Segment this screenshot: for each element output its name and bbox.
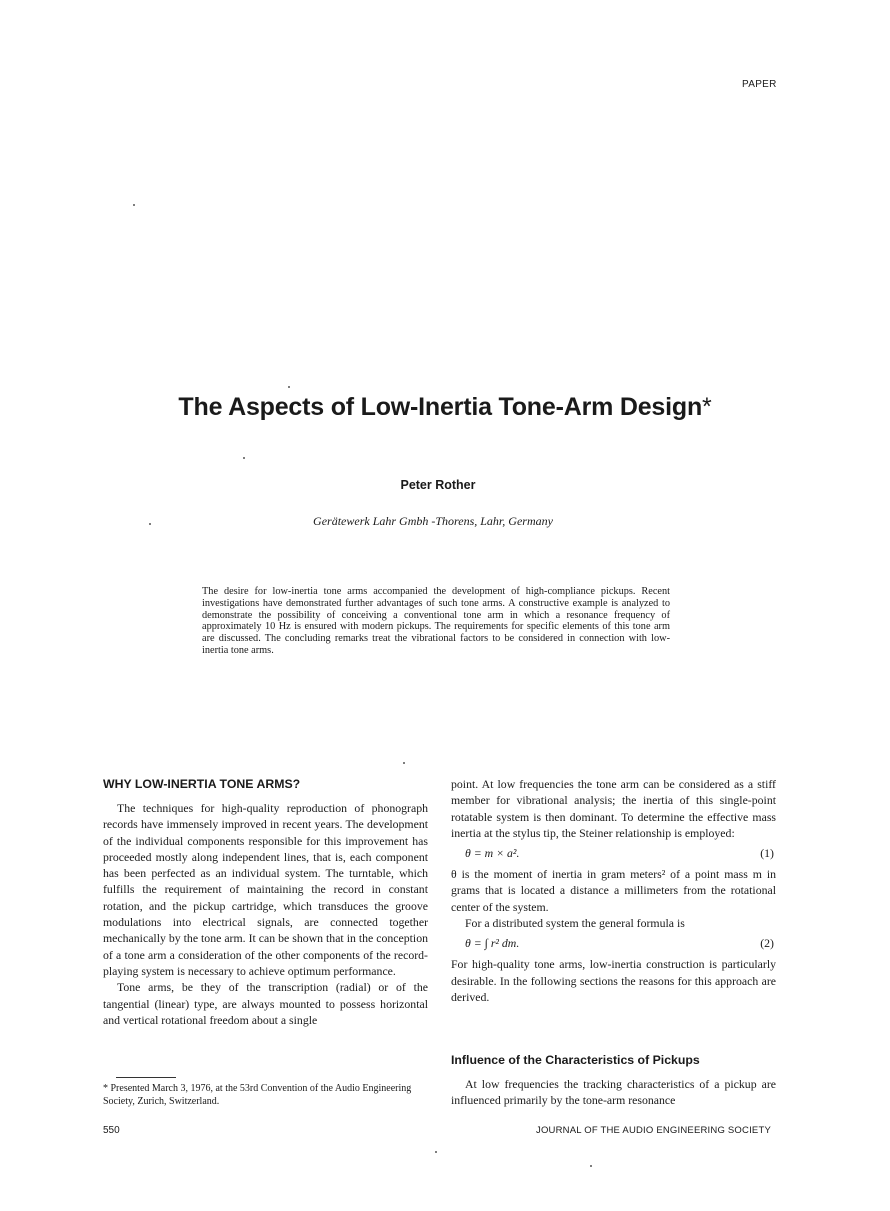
equation-1-expression: θ = m × a². [465, 846, 520, 861]
right-column [451, 776, 776, 1005]
equation-2-number: (2) [760, 936, 774, 951]
abstract: The desire for low-inertia tone arms accompanied the development of high-compliance pickups. Recent investigations have demonstrated further advantages of such tone arms. A constructive example is analyzed to demonstrate the possibility of conceiving a conventional tone arm in which a resonance frequency of approximately 10 Hz is ensured with modern pickups. The requirements for specific elements of this tone arm are discussed. The concluding remarks treat the vibrational factors to be considered in connection with low-inertia tone arms. [202, 586, 670, 656]
scan-speck [590, 1165, 592, 1167]
footnote: * Presented March 3, 1976, at the 53rd Convention of the Audio Engineering Society, Zurich, Switzerland. [103, 1083, 412, 1107]
body-paragraph: point. At low frequencies the tone arm can be considered as a stiff member for vibrational analysis; the inertia of this single-point rotatable system is then dominant. To determine the effective mass inertia at the stylus tip, the Steiner relationship is employed: [451, 777, 776, 840]
section-tag: PAPER [742, 79, 777, 90]
equation-2 [451, 931, 776, 956]
scan-speck [288, 386, 290, 388]
scan-speck [435, 1151, 437, 1153]
body-paragraph: At low frequencies the tracking characteristics of a pickup are influenced primarily by the tone-arm resonance [451, 1077, 776, 1108]
equation-1-number: (1) [760, 846, 774, 861]
body-paragraph: The techniques for high-quality reproduction of phonograph records have immensely improved in recent years. The development of the individual components responsible for this improvement has proceeded mostly along independent lines, that is, each component has been perfected as an individual system. The turntable, which fulfills the requirement of maintaining the record in constant rotation, and the pickup cartridge, which transduces the groove modulations into electrical signals, are connected together mechanically by the tone arm. It can be shown that in the conception of a tone arm a consideration of the other components of the record-playing system is necessary to achieve optimum performance. [103, 801, 428, 978]
body-paragraph: For high-quality tone arms, low-inertia construction is particularly desirable. In the following sections the reasons for this approach are derived. [451, 957, 776, 1004]
scan-speck [133, 204, 135, 206]
right-column-continued [451, 1076, 776, 1109]
left-column [103, 800, 428, 1028]
body-paragraph: For a distributed system the general formula is [465, 916, 685, 931]
page-number: 550 [103, 1125, 120, 1136]
equation-2-expression: θ = ∫ r² dm. [465, 936, 520, 951]
title-footnote-mark: * [702, 393, 712, 421]
journal-name: JOURNAL OF THE AUDIO ENGINEERING SOCIETY [536, 1125, 771, 1136]
author-affiliation: Gerätewerk Lahr Gmbh -Thorens, Lahr, Germany [313, 514, 553, 528]
article-title-text: The Aspects of Low-Inertia Tone-Arm Design [178, 393, 703, 421]
equation-1 [451, 841, 776, 866]
section-heading-why-low-inertia: WHY LOW-INERTIA TONE ARMS? [103, 777, 301, 791]
section-heading-pickups: Influence of the Characteristics of Pickups [451, 1053, 700, 1067]
scan-speck [403, 762, 405, 764]
body-paragraph: θ is the moment of inertia in gram meters² of a point mass m in grams that is located a distance a millimeters from the rotational center of the system. [451, 867, 776, 914]
footnote-rule [116, 1077, 176, 1078]
article-title [0, 393, 890, 422]
body-paragraph: Tone arms, be they of the transcription (radial) or of the tangential (linear) type, are always mounted to possess horizontal and vertical rotational freedom about a single [103, 980, 428, 1027]
author-name: Peter Rother [400, 478, 476, 492]
scan-speck [243, 457, 245, 459]
